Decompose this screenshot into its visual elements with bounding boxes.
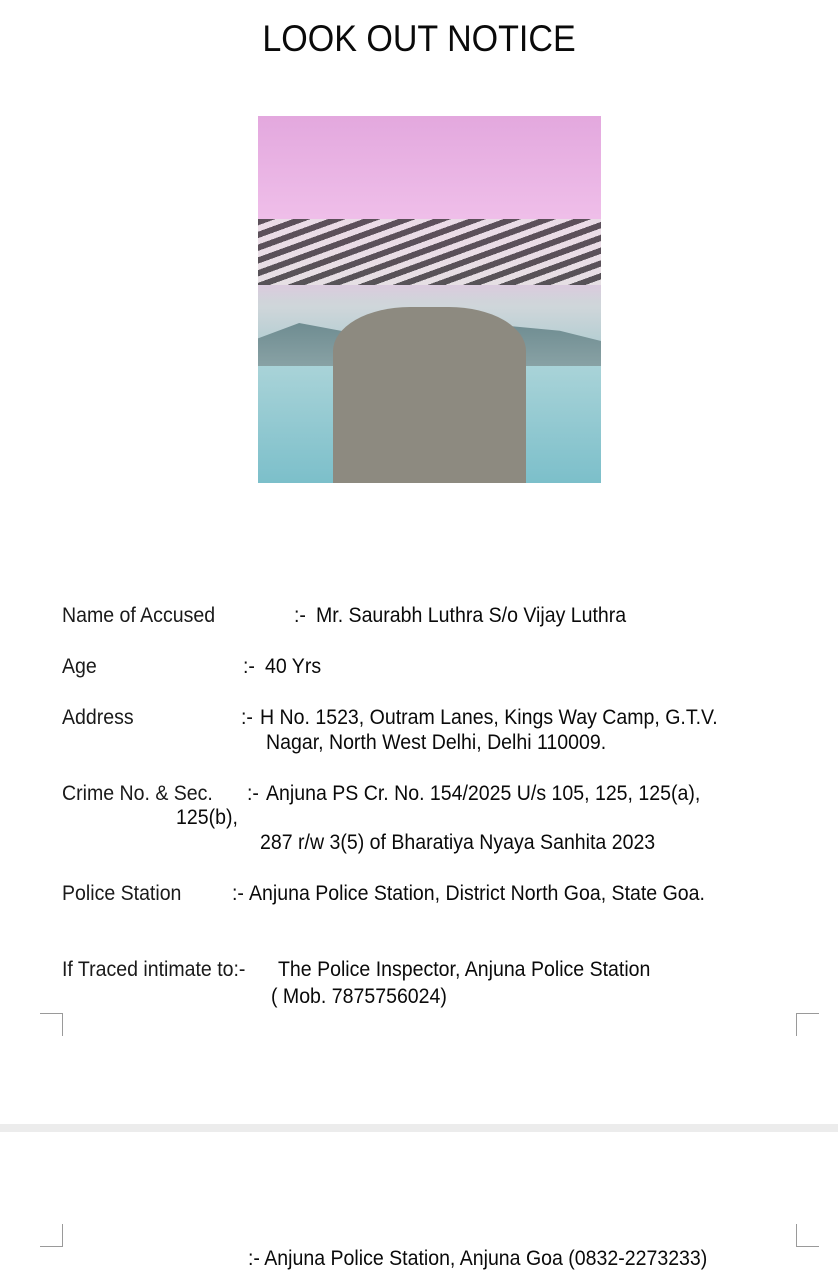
page-separator	[0, 1124, 838, 1132]
field-separator: :-	[247, 782, 259, 805]
police-station-value: Anjuna Police Station, District North Goa, State Goa.	[249, 882, 705, 905]
field-address-line2-row	[266, 730, 632, 756]
accused-age: 40 Yrs	[265, 655, 322, 678]
traced-line2-row	[271, 984, 460, 1010]
field-crime-line3-row	[260, 830, 685, 856]
field-age-value-wrap	[265, 654, 325, 680]
crime-line-1: Anjuna PS Cr. No. 154/2025 U/s 105, 125, 125(a),	[266, 782, 701, 805]
field-address-line1-row	[241, 705, 254, 731]
address-line-1: H No. 1523, Outram Lanes, Kings Way Camp, G.T.V.	[260, 706, 718, 729]
field-label: Crime No. & Sec.	[62, 782, 213, 805]
field-name-value-row	[294, 603, 307, 629]
field-age	[62, 654, 99, 680]
field-crime-line2-row	[176, 805, 243, 831]
field-police-station	[62, 881, 190, 907]
field-address	[62, 705, 139, 731]
margin-corner-mark	[40, 1224, 63, 1247]
crime-line-3: 287 r/w 3(5) of Bharatiya Nyaya Sanhita 2023	[260, 831, 656, 854]
photo-figure	[333, 307, 525, 483]
accused-name: Mr. Saurabh Luthra S/o Vijay Luthra	[316, 604, 627, 627]
photo-awning	[258, 219, 601, 285]
field-separator: :-	[241, 706, 253, 729]
accused-photo	[258, 116, 601, 483]
traced-contact-mobile: ( Mob. 7875756024)	[271, 985, 447, 1008]
traced-label: If Traced intimate to:-	[62, 958, 246, 981]
station-contact-line: :- Anjuna Police Station, Anjuna Goa (0832-2273233)	[248, 1247, 708, 1270]
field-crime-line1-wrap	[266, 781, 733, 807]
crime-line-2: 125(b),	[176, 806, 238, 829]
margin-corner-mark	[796, 1224, 819, 1247]
field-crime	[62, 781, 224, 807]
field-police-station-value-wrap	[249, 881, 739, 907]
traced-label-row	[62, 957, 259, 983]
notice-title: LOOK OUT NOTICE	[262, 18, 576, 59]
traced-contact-line-1: The Police Inspector, Anjuna Police Station	[278, 958, 651, 981]
field-label: Age	[62, 655, 97, 678]
field-separator: :-	[232, 882, 244, 905]
field-police-station-sep-row	[232, 881, 245, 907]
field-separator: :-	[294, 604, 306, 627]
field-age-sep-row	[243, 654, 256, 680]
margin-corner-mark	[40, 1013, 63, 1036]
field-label: Address	[62, 706, 134, 729]
field-label: Police Station	[62, 882, 182, 905]
field-name-value-wrap	[316, 603, 649, 629]
field-separator: :-	[243, 655, 255, 678]
address-line-2: Nagar, North West Delhi, Delhi 110009.	[266, 731, 607, 754]
traced-line1-row	[278, 957, 678, 983]
field-crime-sep-row	[247, 781, 260, 807]
page2-line-row	[248, 1246, 742, 1272]
field-address-line1-wrap	[260, 705, 752, 731]
margin-corner-mark	[796, 1013, 819, 1036]
field-label: Name of Accused	[62, 604, 216, 627]
field-name	[62, 603, 227, 629]
